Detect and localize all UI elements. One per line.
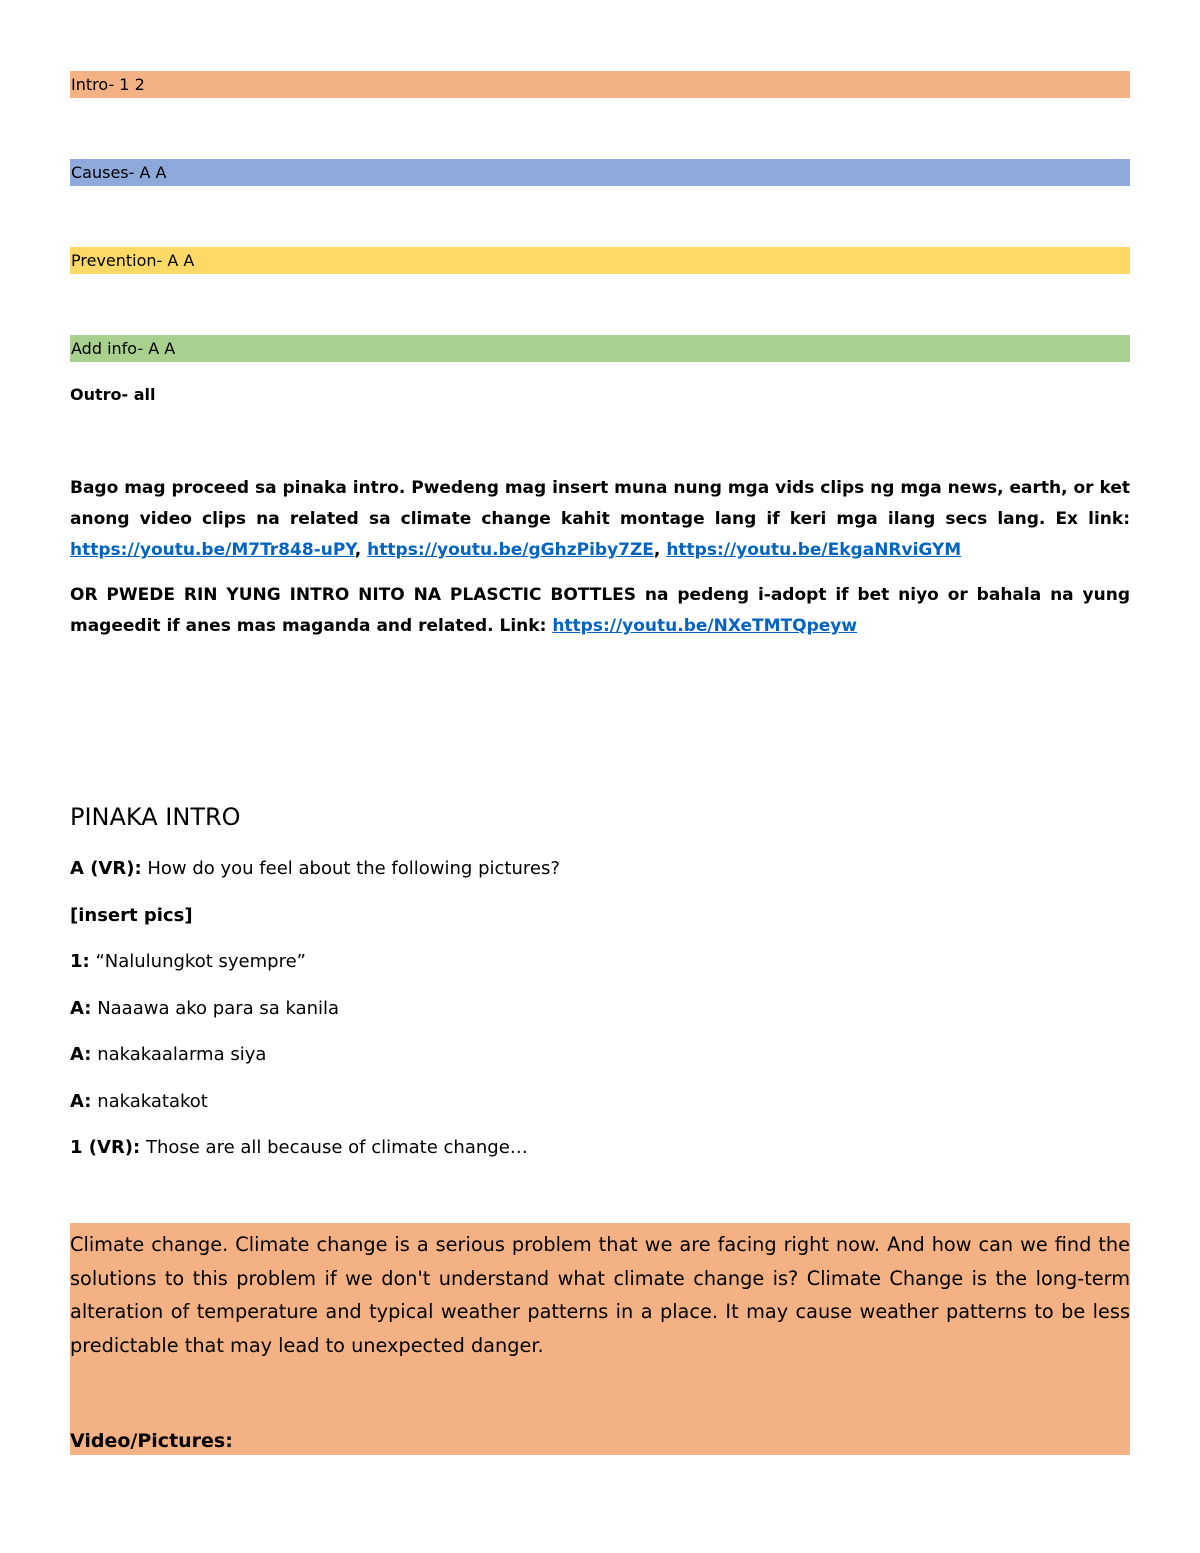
speaker-label: A: [70, 998, 92, 1019]
section-band-causes [70, 159, 1130, 186]
speaker-label: [insert pics] [70, 905, 193, 926]
dialogue-text: “Nalulungkot syempre” [89, 951, 306, 972]
climate-change-paragraph: Climate change. Climate change is a serious problem that we are facing right now. And how can we find the solutions to this problem if we don't understand what climate change is? Climate Change is the long-term alteration of temperature and typical weather patterns in a place. It may cause weather patterns to be less predictable that may lead to unexpected danger. [70, 1233, 1130, 1357]
speaker-label: 1: [70, 951, 90, 972]
dialogue-text: How do you feel about the following pictures? [141, 858, 560, 879]
dialogue-line [70, 949, 306, 975]
section-label-intro: Intro- 1 2 [71, 75, 145, 94]
dialogue-line [70, 1089, 208, 1115]
dialogue-line [70, 1135, 528, 1161]
note-1-text: Bago mag proceed sa pinaka intro. Pwedeng mag insert muna nung mga vids clips ng mga news, earth, or ket anong video clips na related sa climate change kahit montage lang if keri mga ilang secs lang. Ex link: [70, 478, 1130, 529]
section-band-prevention [70, 247, 1130, 274]
dialogue-text: nakakaalarma siya [91, 1044, 267, 1065]
speaker-label: A: [70, 1091, 92, 1112]
dialogue-text: Those are all because of climate change… [140, 1137, 528, 1158]
section-label-outro: Outro- all [70, 385, 156, 404]
section-heading: PINAKA INTRO [70, 803, 241, 831]
section-label-causes: Causes- A A [71, 163, 167, 182]
section-label-add-info: Add info- A A [71, 339, 176, 358]
speaker-label: A: [70, 1044, 92, 1065]
dialogue-line [70, 996, 339, 1022]
dialogue-line [70, 1042, 266, 1068]
highlighted-text-box [70, 1223, 1130, 1455]
note-paragraph-1 [70, 473, 1130, 566]
youtube-link-3[interactable]: https://youtu.be/EkgaNRviGYM [666, 540, 962, 560]
video-pictures-label: Video/Pictures: [70, 1430, 233, 1452]
youtube-link-1[interactable]: https://youtu.be/M7Tr848-uPY [70, 540, 355, 560]
speaker-label: A (VR): [70, 858, 142, 879]
youtube-link-2[interactable]: https://youtu.be/gGhzPiby7ZE [367, 540, 654, 560]
note-2-text: OR PWEDE RIN YUNG INTRO NITO NA PLASCTIC BOTTLES na pedeng i-adopt if bet niyo or bahala na yung mageedit if anes mas maganda and related. Link: [70, 585, 1130, 636]
section-band-intro [70, 71, 1130, 98]
dialogue-line [70, 903, 193, 929]
speaker-label: 1 (VR): [70, 1137, 141, 1158]
youtube-link-4[interactable]: https://youtu.be/NXeTMTQpeyw [552, 616, 858, 636]
note-paragraph-2 [70, 580, 1130, 642]
section-label-prevention: Prevention- A A [71, 251, 195, 270]
link-separator: , [653, 540, 667, 560]
dialogue-line [70, 856, 560, 882]
link-separator: , [354, 540, 368, 560]
section-band-add-info [70, 335, 1130, 362]
dialogue-text: Naaawa ako para sa kanila [91, 998, 340, 1019]
dialogue-text: nakakatakot [91, 1091, 208, 1112]
